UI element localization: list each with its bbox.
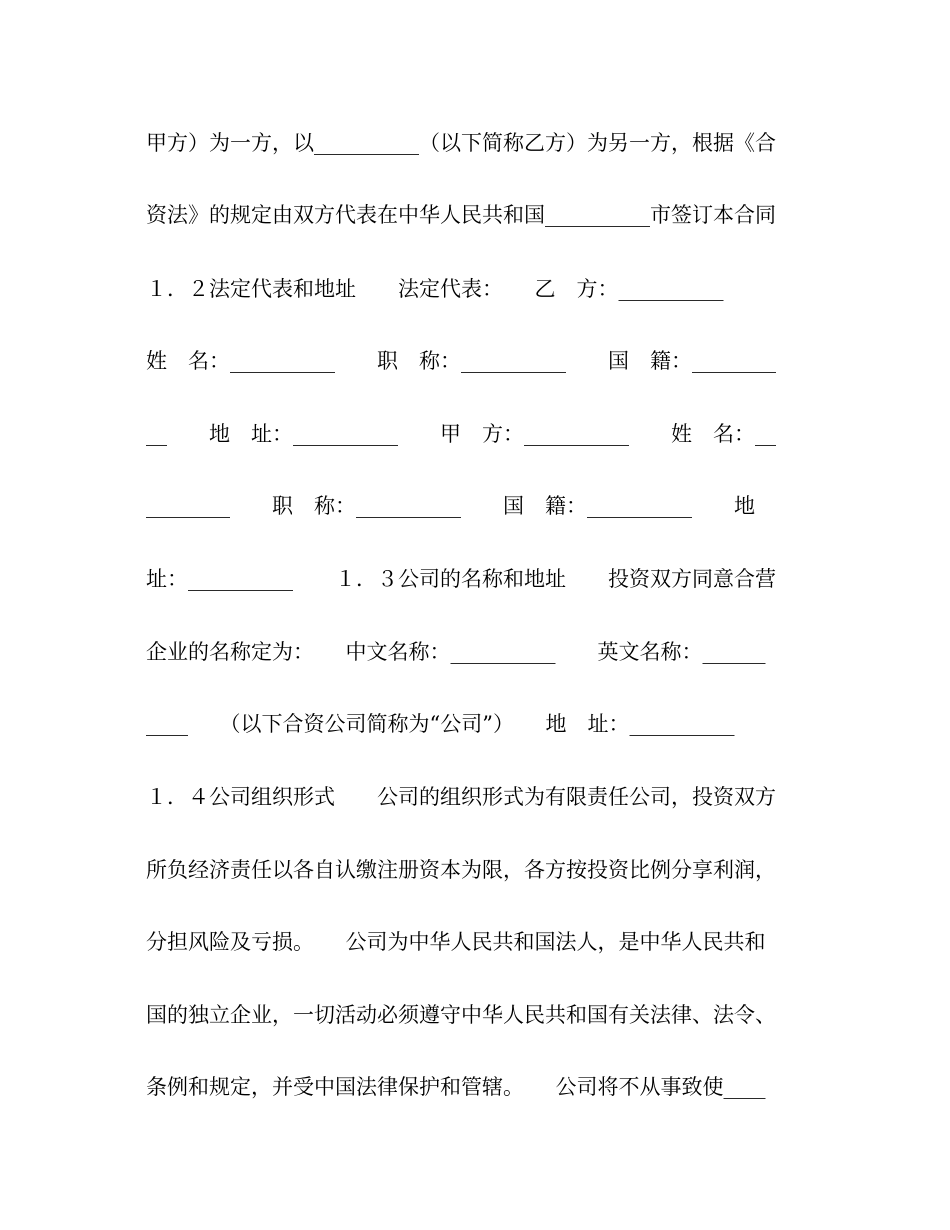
text-line: 国的独立企业，一切活动必须遵守中华人民共和国有关法律、法令、 [146,1003,776,1027]
text-line: 资法》的规定由双方代表在中华人民共和国__________市签订本合同 [146,203,776,227]
text-line: ________ 职 称：__________ 国 籍：__________ 地 [146,494,755,518]
text-line: 分担风险及亏损。 公司为中华人民共和国法人，是中华人民共和 [146,930,766,954]
text-line: 企业的名称定为： 中文名称：__________ 英文名称：______ [146,640,766,664]
text-line: 姓 名：__________ 职 称：__________ 国 籍：________ [146,349,776,373]
text-line: 址：__________ １．３公司的名称和地址 投资双方同意合营 [146,567,776,591]
text-line: 条例和规定，并受中国法律保护和管辖。 公司将不从事致使____ [146,1075,766,1099]
text-line: １．４公司组织形式 公司的组织形式为有限责任公司，投资双方 [146,785,776,809]
text-line: 所负经济责任以各自认缴注册资本为限，各方按投资比例分享利润， [146,858,776,882]
text-line: 甲方）为一方，以__________（以下简称乙方）为另一方，根据《合 [146,131,776,155]
text-line: ____ （以下合资公司简称为“公司”） 地 址：__________ [146,712,735,736]
text-line: __ 地 址：__________ 甲 方：__________ 姓 名：__ [146,422,776,446]
text-line: １．２法定代表和地址 法定代表： 乙 方：__________ [146,277,724,301]
